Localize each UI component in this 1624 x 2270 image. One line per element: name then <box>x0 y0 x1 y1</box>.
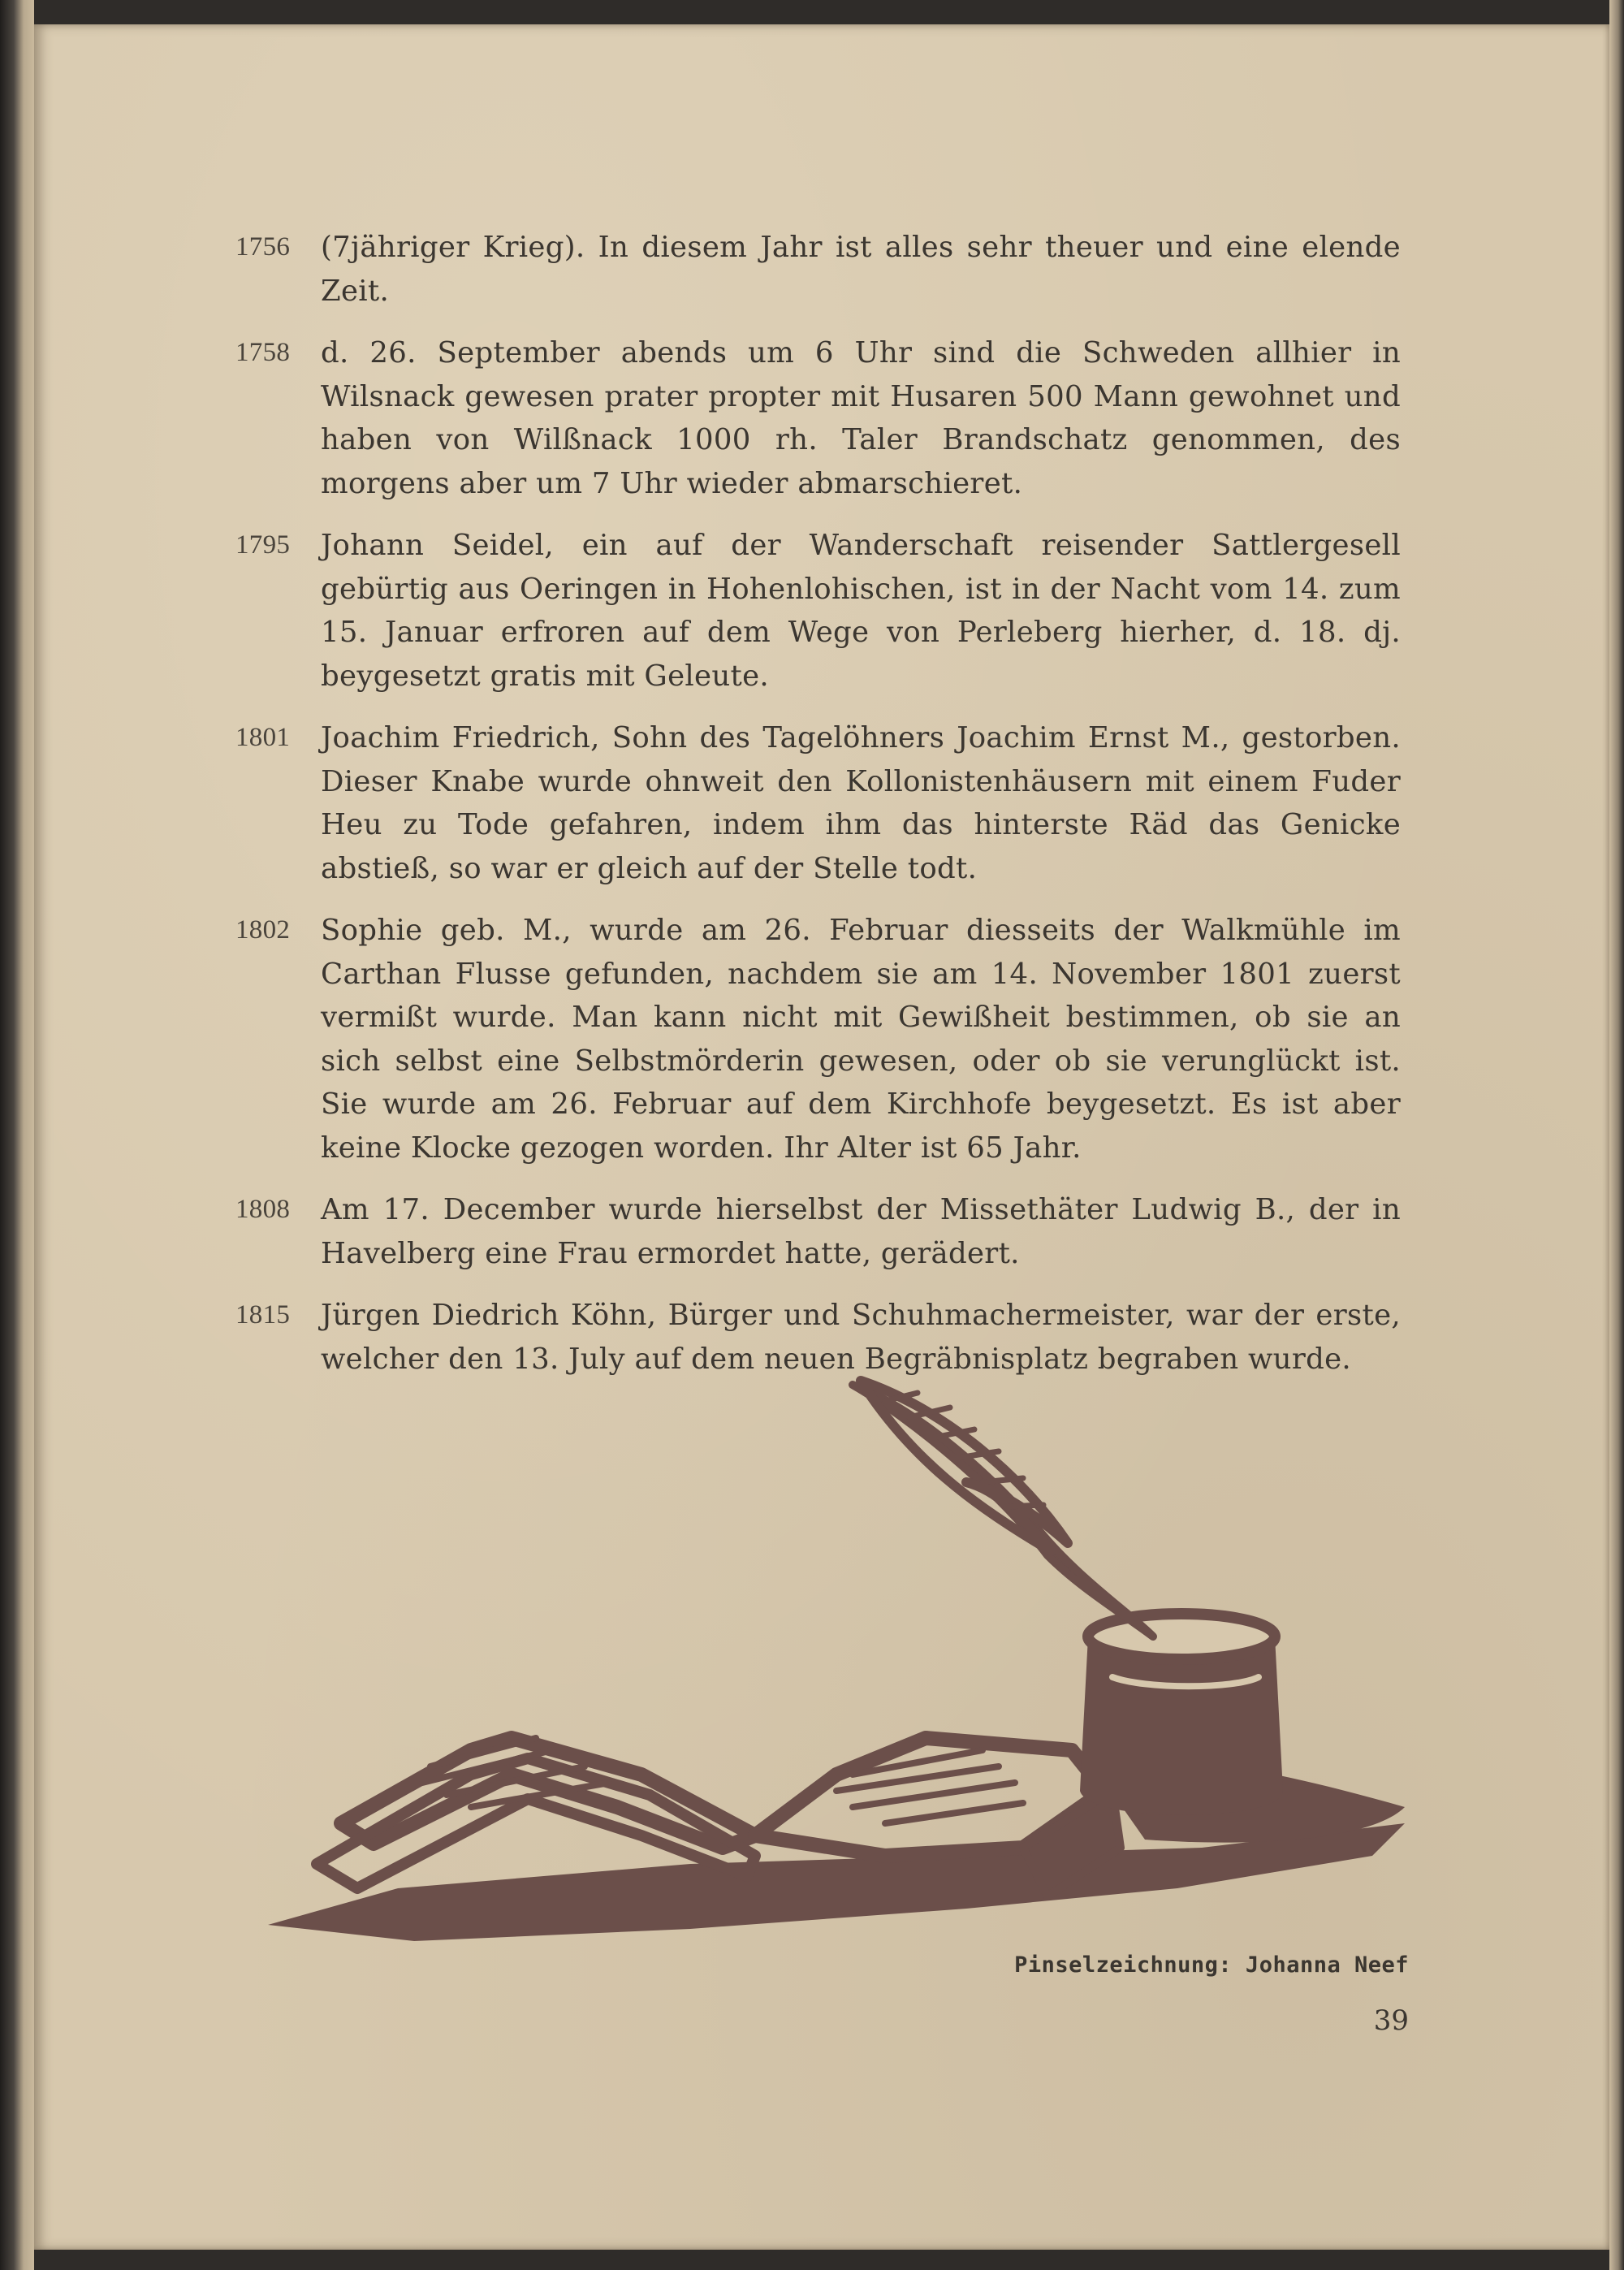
chronicle-entry <box>235 716 1401 890</box>
chronicle-text <box>235 226 1401 1399</box>
entry-text: (7jähriger Krieg). In diesem Jahr ist alles sehr theuer und eine elende Zeit. <box>321 231 1401 308</box>
chronicle-entry <box>235 1188 1401 1275</box>
chronicle-entry <box>235 909 1401 1170</box>
entry-year: 1758 <box>235 338 291 367</box>
page-edge <box>1609 0 1624 2270</box>
inkwell-rim <box>1088 1614 1275 1659</box>
illustration-caption: Pinselzeichnung: Johanna Neef <box>1014 1952 1409 1978</box>
chronicle-entry <box>235 1294 1401 1381</box>
quill-book-illustration <box>268 1368 1413 1953</box>
entry-year: 1802 <box>235 915 291 945</box>
entry-text: Am 17. December wurde hierselbst der Missethäter Ludwig B., der in Havelberg eine Frau ermordet hatte, gerädert. <box>321 1193 1401 1270</box>
entry-text: Joachim Friedrich, Sohn des Tagelöhners Joachim Ernst M., gestorben. Dieser Knabe wurde ohnweit den Kollonistenhäusern mit einem Fuder Heu zu Tode gefahren, indem ihm das hinterste Räd das Genicke abstieß, so war er gleich auf der Stelle todt. <box>321 721 1401 885</box>
quill-feather <box>853 1385 1153 1637</box>
entry-year: 1795 <box>235 530 291 560</box>
entry-year: 1756 <box>235 232 291 262</box>
chronicle-entry <box>235 331 1401 505</box>
binding-edge <box>0 0 34 2270</box>
chronicle-entry <box>235 226 1401 313</box>
page-number: 39 <box>1373 2004 1409 2037</box>
entry-year: 1801 <box>235 723 291 752</box>
entry-year: 1808 <box>235 1195 291 1224</box>
entry-text: d. 26. September abends um 6 Uhr sind die Schweden allhier in Wilsnack gewesen prater propter mit Husaren 500 Mann gewohnet und haben von Wilßnack 1000 rh. Taler Brandschatz genommen, des morgens aber um 7 Uhr wieder abmarschieret. <box>321 336 1401 500</box>
entry-text: Sophie geb. M., wurde am 26. Februar diesseits der Walkmühle im Carthan Flusse gefunden, nachdem sie am 14. November 1801 zuerst vermißt wurde. Man kann nicht mit Gewißheit bestimmen, ob sie an sich selbst eine Selbstmörderin gewesen, oder ob sie verunglückt ist. Sie wurde am 26. Februar auf dem Kirchhofe beygesetzt. Es ist aber keine Klocke gezogen worden. Ihr Alter ist 65 Jahr. <box>321 914 1401 1165</box>
entry-year: 1815 <box>235 1300 291 1330</box>
chronicle-entry <box>235 524 1401 698</box>
entry-text: Johann Seidel, ein auf der Wanderschaft reisender Sattlergesell gebürtig aus Oeringen in Hohenlohischen, ist in der Nacht vom 14. zum 15. Januar erfroren auf dem Wege von Perleberg hierher, d. 18. dj. beygesetzt gratis mit Geleute. <box>321 529 1401 693</box>
entry-text: Jürgen Diedrich Köhn, Bürger und Schuhmachermeister, war der erste, welcher den 13. July auf dem neuen Begräbnisplatz begraben wurde. <box>321 1299 1401 1376</box>
